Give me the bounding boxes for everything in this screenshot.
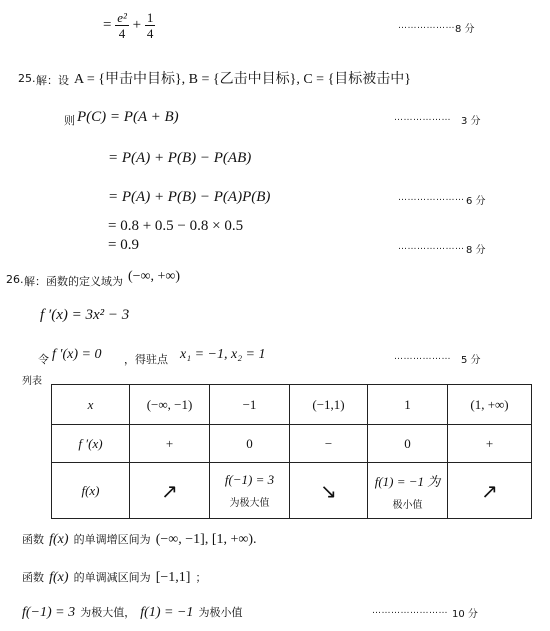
table-cell: + (130, 425, 210, 463)
score-label: 5 分 (461, 355, 481, 366)
q25-number: 25. (18, 72, 36, 85)
text: 为极大值， (80, 606, 136, 619)
q25-set-definitions: A = {甲击中目标}, B = {乙击中目标}, C = {目标被击中} (74, 72, 412, 87)
table-function-row (52, 463, 532, 519)
variation-table (51, 384, 532, 519)
text: ； (195, 571, 207, 584)
extrema-line (22, 601, 243, 621)
q25-line-3: = P(A) + P(B) − P(A)P(B) (108, 189, 271, 205)
q26-number: 26. (6, 273, 24, 286)
local-min-value: f(1) = −1 为 (374, 473, 441, 489)
q26-let: 令 (38, 353, 49, 366)
table-cell (290, 463, 368, 519)
max-value: f(−1) = 3 (22, 605, 76, 620)
arrow-down-right-icon: ↘ (320, 478, 337, 503)
equals-sign: = (103, 16, 112, 33)
q25-line-5: = 0.9 (108, 237, 139, 253)
table-cell: 1 (368, 385, 448, 425)
decreasing-interval: [−1,1] (155, 570, 191, 585)
q25-line-1: P(C) = P(A + B) (77, 109, 179, 125)
score-dots: ……………… (394, 352, 451, 362)
min-value: f(1) = −1 (140, 605, 194, 620)
table-cell: f ′(x) (52, 425, 130, 463)
arrow-up-right-icon: ↗ (481, 478, 498, 503)
table-cell: x (52, 385, 130, 425)
score-label: 10 分 (452, 609, 478, 620)
frac-numerator: 1 (146, 10, 154, 25)
decreasing-interval-line (22, 566, 207, 586)
q25-intro: 解：设 (36, 74, 69, 87)
table-cell (368, 463, 448, 519)
score-dots: …………………… (372, 606, 448, 616)
table-cell: 0 (368, 425, 448, 463)
text: 函数 (22, 533, 44, 546)
fraction-e-squared-over-4 (115, 10, 129, 41)
frac-denominator: 4 (146, 26, 154, 41)
plus-sign: + (132, 16, 142, 33)
q25-line-2: = P(A) + P(B) − P(AB) (108, 150, 252, 166)
function-name: f(x) (49, 570, 69, 585)
score-label: 6 分 (466, 196, 486, 207)
table-cell: −1 (210, 385, 290, 425)
arrow-up-right-icon: ↗ (161, 478, 178, 503)
table-label: 列表 (22, 376, 42, 387)
table-cell (130, 463, 210, 519)
table-cell: (1, +∞) (448, 385, 532, 425)
function-name: f(x) (49, 532, 69, 547)
table-cell: 0 (210, 425, 290, 463)
score-dots: ………………… (398, 242, 465, 252)
table-derivative-row (52, 425, 532, 463)
text: 函数 (22, 571, 44, 584)
local-min-note: 极小值 (392, 499, 423, 511)
table-cell: f(x) (52, 463, 130, 519)
score-label: 3 分 (461, 116, 481, 127)
local-max-note: 为极大值 (229, 498, 270, 509)
increasing-interval-line (22, 528, 257, 548)
fraction-1-over-4 (145, 10, 156, 41)
q26-stationary-points: x₁ = −1, x₂ = 1 (180, 347, 266, 362)
table-cell: − (290, 425, 368, 463)
frac-denominator: 4 (118, 26, 126, 41)
text: 的单调增区间为 (73, 533, 151, 546)
q26-stationary-text: ，得驻点 (124, 353, 168, 366)
local-max-value: f(−1) = 3 (224, 472, 275, 487)
score-label: 8 分 (455, 24, 475, 35)
table-cell: (−∞, −1) (130, 385, 210, 425)
q26-domain: (−∞, +∞) (128, 269, 181, 284)
q25-line-4: = 0.8 + 0.5 − 0.8 × 0.5 (108, 218, 244, 234)
text: 的单调减区间为 (73, 571, 151, 584)
q26-zero-eq: f ′(x) = 0 (52, 347, 102, 362)
text: 为极小值 (198, 606, 243, 619)
score-label: 8 分 (466, 245, 486, 256)
top-equation (103, 10, 155, 41)
q26-intro: 解：函数的定义域为 (24, 275, 123, 288)
frac-numerator: e² (117, 10, 127, 25)
table-cell (210, 463, 290, 519)
table-cell (448, 463, 532, 519)
score-dots: ……………… (394, 113, 451, 123)
score-dots: ……………… (398, 21, 455, 31)
score-dots: ………………… (398, 193, 465, 203)
table-cell: + (448, 425, 532, 463)
table-header-row (52, 385, 532, 425)
q26-derivative: f ′(x) = 3x² − 3 (40, 307, 130, 323)
table-cell: (−1,1) (290, 385, 368, 425)
increasing-intervals: (−∞, −1], [1, +∞). (155, 532, 257, 547)
q25-then: 则 (64, 114, 75, 127)
